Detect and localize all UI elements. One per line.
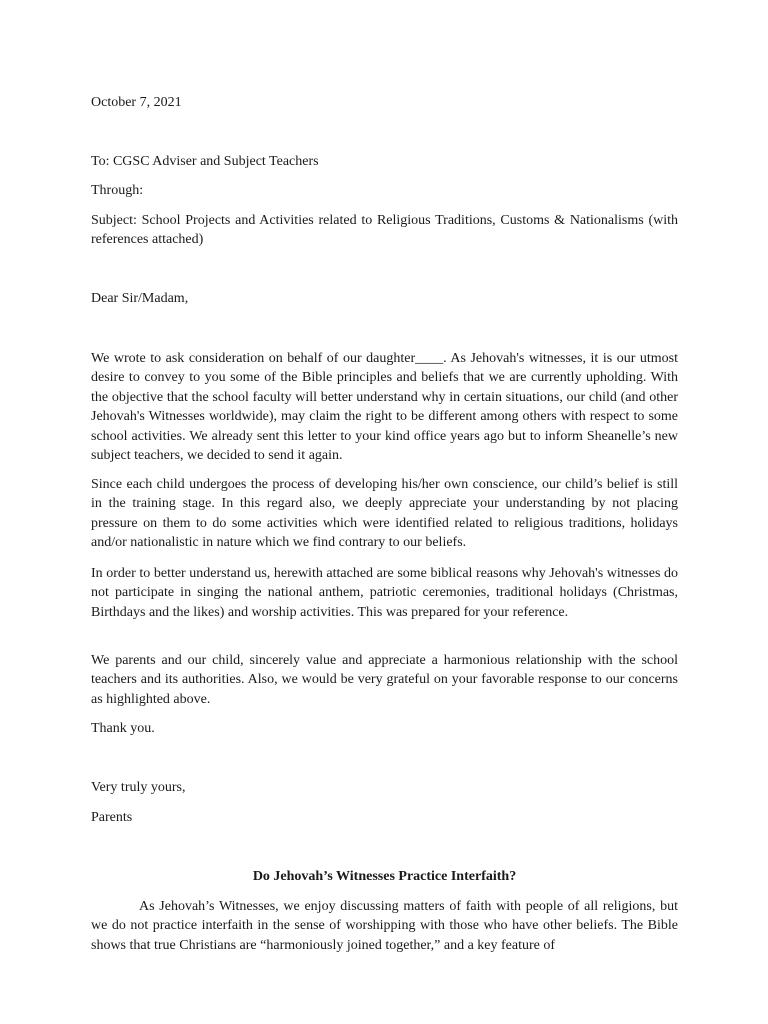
letter-through: Through:	[91, 183, 144, 198]
letter-salutation: Dear Sir/Madam,	[91, 291, 189, 306]
document-page	[91, 0, 678, 1024]
letter-thanks: Thank you.	[91, 721, 155, 736]
attachment-title: Do Jehovah’s Witnesses Practice Interfaith?	[252, 869, 517, 884]
letter-paragraph-2: Since each child undergoes the process of developing his/her own conscience, our child’s belief is still in the training stage. In this regard also, we deeply appreciate your understanding by not placing pressure on them to do some activities which were identified related to religious traditions, holidays and/or nationalistic in nature which we find contrary to our beliefs.	[91, 477, 678, 551]
letter-date: October 7, 2021	[91, 95, 182, 110]
letter-recipient: To: CGSC Adviser and Subject Teachers	[91, 154, 319, 169]
letter-signature: Parents	[91, 810, 133, 825]
letter-paragraph-1: We wrote to ask consideration on behalf of our daughter____. As Jehovah's witnesses, it is our utmost desire to convey to you some of the Bible principles and beliefs that we are currently upholding. With the objective that the school faculty will better understand why in certain situations, our child (and other Jehovah's Witnesses worldwide), may claim the right to be different among others with respect to some school activities. We already sent this letter to your kind office years ago but to inform Sheanelle’s new subject teachers, we decided to send it again.	[91, 351, 678, 464]
letter-subject: Subject: School Projects and Activities related to Religious Traditions, Customs & Nationalisms (with references attached)	[91, 213, 678, 248]
letter-closing: Very truly yours,	[91, 780, 186, 795]
attachment-body: As Jehovah’s Witnesses, we enjoy discussing matters of faith with people of all religions, but we do not practice interfaith in the sense of worshipping with those who have other beliefs. The Bible shows that true Christians are “harmoniously joined together,” and a key feature of	[91, 899, 678, 953]
letter-paragraph-3: In order to better understand us, herewith attached are some biblical reasons why Jehovah's witnesses do not participate in singing the national anthem, patriotic ceremonies, traditional holidays (Christmas, Birthdays and the likes) and worship activities. This was prepared for your reference.	[91, 566, 678, 620]
letter-paragraph-4: We parents and our child, sincerely value and appreciate a harmonious relationship with the school teachers and its authorities. Also, we would be very grateful on your favorable response to our concerns as highlighted above.	[91, 653, 678, 707]
